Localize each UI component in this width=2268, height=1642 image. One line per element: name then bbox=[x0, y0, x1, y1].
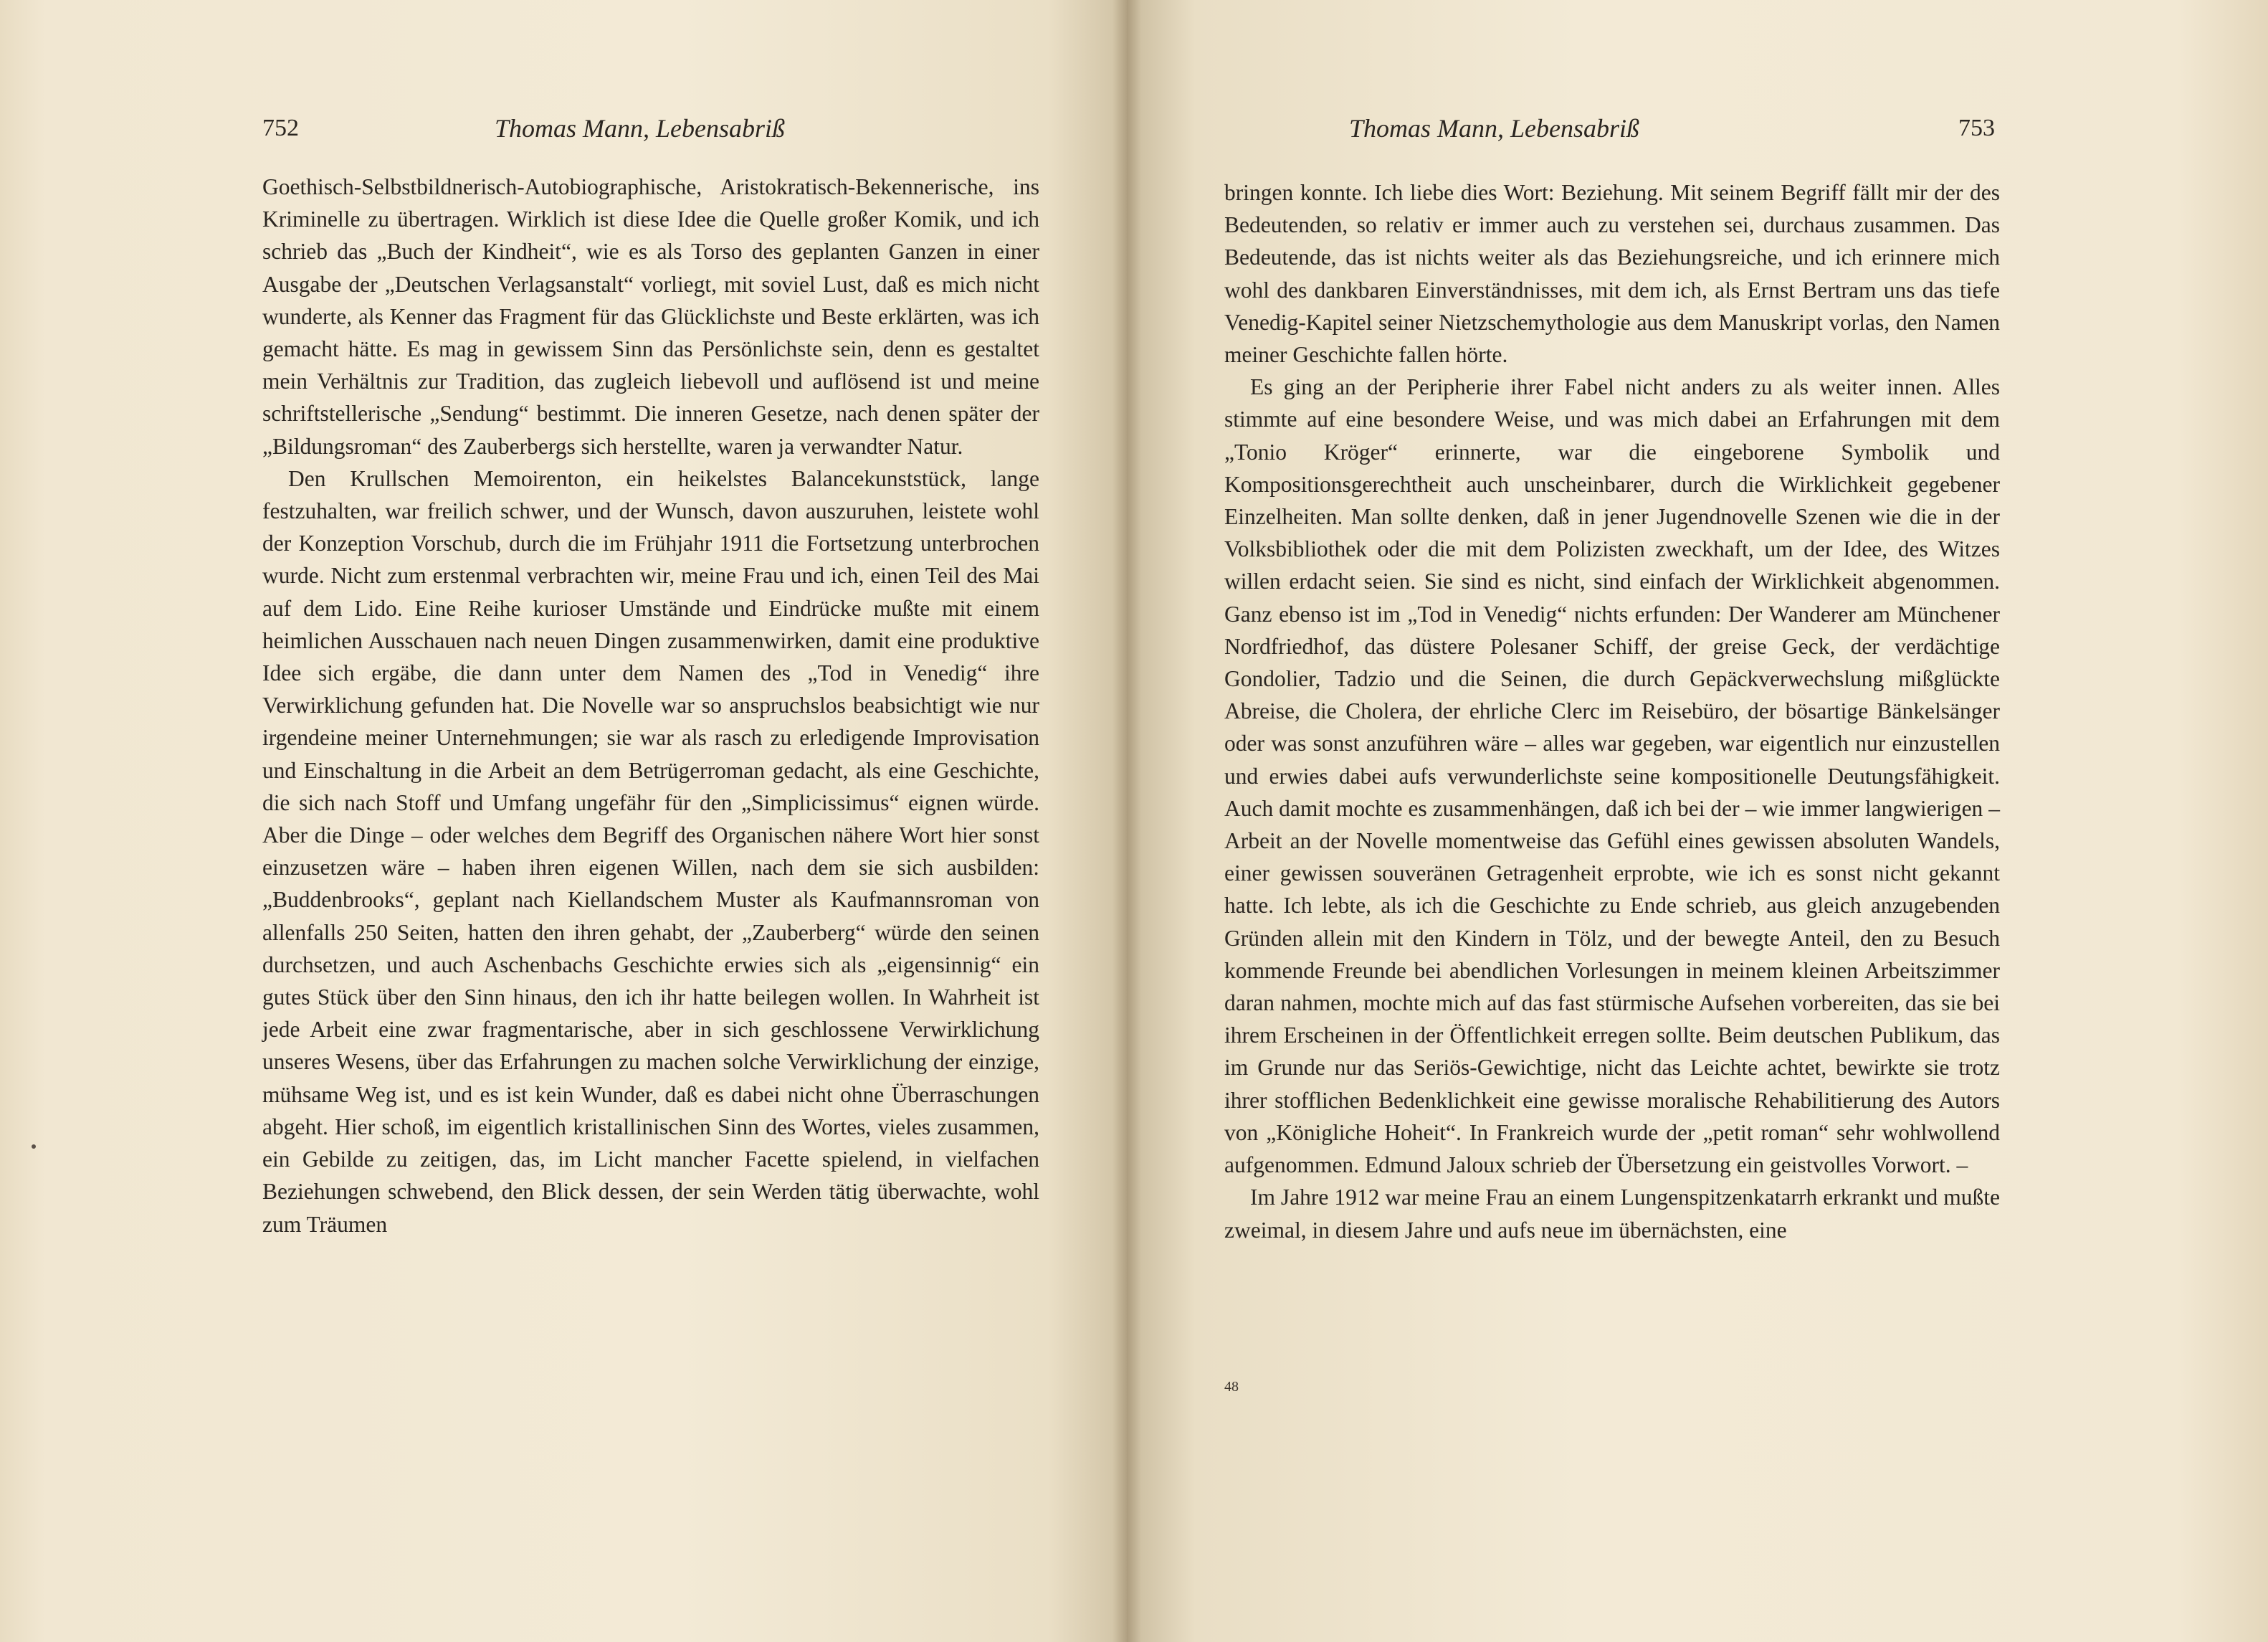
running-head-right: Thomas Mann, Lebensabriß bbox=[1349, 114, 1640, 143]
paragraph: Den Krullschen Memoirenton, ein heikelstes Balancekunststück, lange festzuhalten, war freilich schwer, und der Wunsch, davon auszuruhen, leistete wohl der Konzeption Vorschub, durch die im Frühjahr 1911 die Fortsetzung unterbrochen wurde. Nicht zum erstenmal verbrachten wir, meine Frau und ich, einen Teil des Mai auf dem Lido. Eine Reihe kurioser Umstände und Eindrücke mußte mit einem heimlichen Ausschauen nach neuen Dingen zusammenwirken, damit eine produktive Idee sich ergäbe, die dann unter dem Namen des „Tod in Venedig“ ihre Verwirklichung gefunden hat. Die Novelle war so anspruchslos beabsichtigt wie nur irgendeine meiner Unternehmungen; sie war als rasch zu erledigende Improvisation und Einschaltung in die Arbeit an dem Betrügerroman gedacht, als eine Geschichte, die sich nach Stoff und Umfang ungefähr für den „Simplicissimus“ eignen würde. Aber die Dinge – oder welches dem Begriff des Organischen nähere Wort hier sonst einzusetzen wäre – haben ihren eigenen Willen, nach dem sie sich ausbilden: „Buddenbrooks“, geplant nach Kiellandschem Muster als Kaufmannsroman von allenfalls 250 Seiten, hatten den ihren gehabt, der „Zauberberg“ würde den seinen durchsetzen, und auch Aschenbachs Geschichte erwies sich als „eigensinnig“ ein gutes Stück über den Sinn hinaus, den ich ihr hatte beilegen wollen. In Wahrheit ist jede Arbeit eine zwar fragmentarische, aber in sich geschlossene Verwirklichung unseres Wesens, über das Erfahrungen zu machen solche Verwirklichung der einzige, mühsame Weg ist, und es ist kein Wunder, daß es dabei nicht ohne Überraschungen abgeht. Hier schoß, im eigentlich kristallinischen Sinn des Wortes, vieles zusammen, ein Gebilde zu zeitigen, das, im Licht mancher Facette spielend, in vielfachen Beziehungen schwebend, den Blick dessen, der sein Werden tätig überwachte, wohl zum Träumen bbox=[262, 465, 1039, 1237]
signature-mark: 48 bbox=[1224, 1379, 1239, 1395]
right-page-body bbox=[1224, 176, 2000, 1246]
left-page bbox=[0, 0, 1127, 1642]
page-number-left: 752 bbox=[262, 115, 299, 141]
running-head-left: Thomas Mann, Lebensabriß bbox=[495, 114, 786, 143]
paragraph: Es ging an der Peripherie ihrer Fabel nicht anders zu als weiter innen. Alles stimmte auf eine besondere Weise, und was mich dabei an Erfahrungen mit dem „Tonio Kröger“ erinnerte, war die eingeborene Symbolik und Kompositionsgerechtheit auch unscheinbarer, durch die Wirklichkeit gegebener Einzelheiten. Man sollte denken, daß in jener Jugendnovelle Szenen wie die in der Volksbibliothek oder die mit dem Polizisten zweckhaft, um der Idee, des Witzes willen erdacht seien. Sie sind es nicht, sind einfach der Wirklichkeit abgenommen. Ganz ebenso ist im „Tod in Venedig“ nichts erfunden: Der Wanderer am Münchener Nordfriedhof, das düstere Polesaner Schiff, der greise Geck, der verdächtige Gondolier, Tadzio und die Seinen, die durch Gepäckverwechslung mißglückte Abreise, die Cholera, der ehrliche Clerc im Reisebüro, der bösartige Bänkelsänger oder was sonst anzuführen wäre – alles war gegeben, war eigentlich nur einzustellen und erwies dabei aufs verwunderlichste seine kompositionelle Deutungsfähigkeit. Auch damit mochte es zusammenhängen, daß ich bei der – wie immer langwierigen – Arbeit an der Novelle momentweise das Gefühl eines gewissen absoluten Wandels, einer gewissen souveränen Getragenheit erprobte, wie ich es sonst nicht gekannt hatte. Ich lebte, als ich die Geschichte zu Ende schrieb, aus gleich anzugebenden Gründen allein mit den Kindern in Tölz, und der bewegte Anteil, den zu Besuch kommende Freunde bei abendlichen Vorlesungen in meinem kleinen Arbeitszimmer daran nahmen, mochte mich auf das fast stürmische Aufsehen vorbereiten, das sie bei ihrem Erscheinen in der Öffentlichkeit erregen sollte. Beim deutschen Publikum, das im Grunde nur das Seriös-Gewichtige, nicht das Leichte achtet, bewirkte sie trotz ihrer stofflichen Bedenklichkeit eine gewisse moralische Rehabilitierung des Autors von „Königliche Hoheit“. In Frankreich wurde der „petit roman“ sehr wohlwollend aufgenommen. Edmund Jaloux schrieb der Übersetzung ein geistvolles Vorwort. – bbox=[1224, 374, 2000, 1178]
paper-speck bbox=[32, 1144, 36, 1149]
page-number-right: 753 bbox=[1958, 115, 1995, 141]
paragraph: bringen konnte. Ich liebe dies Wort: Beziehung. Mit seinem Begriff fällt mir der des Bedeutenden, so relativ er immer auch zu verstehen sei, durchaus zusammen. Das Bedeutende, das ist nichts weiter als das Beziehungsreiche, und ich erinnere mich wohl des dankbaren Einverständnisses, mit dem ich, als Ernst Bertram uns das tiefe Venedig-Kapitel seiner Nietzschemythologie aus dem Manuskript vorlas, den Namen meiner Geschichte fallen hörte. bbox=[1224, 180, 2000, 368]
paragraph: Im Jahre 1912 war meine Frau an einem Lungenspitzenkatarrh erkrankt und mußte zweimal, in diesem Jahre und aufs neue im übernächsten, eine bbox=[1224, 1185, 2000, 1243]
left-page-body bbox=[262, 171, 1039, 1240]
paragraph: Goethisch-Selbstbildnerisch-Autobiographische, Aristokratisch-Bekennerische, ins Kriminelle zu übertragen. Wirklich ist diese Idee die Quelle großer Komik, und ich schrieb das „Buch der Kindheit“, wie es als Torso des geplanten Ganzen in einer Ausgabe der „Deutschen Verlagsanstalt“ vorliegt, mit soviel Lust, daß es mich nicht wunderte, als Kenner das Fragment für das Glücklichste und Beste erklärten, was ich gemacht hätte. Es mag in gewissem Sinn das Persönlichste sein, denn es gestaltet mein Verhältnis zur Tradition, das zugleich liebevoll und auflösend ist und meine schriftstellerische „Sendung“ bestimmt. Die inneren Gesetze, nach denen später der „Bildungsroman“ des Zauberbergs sich herstellte, waren ja verwandter Natur. bbox=[262, 174, 1039, 459]
